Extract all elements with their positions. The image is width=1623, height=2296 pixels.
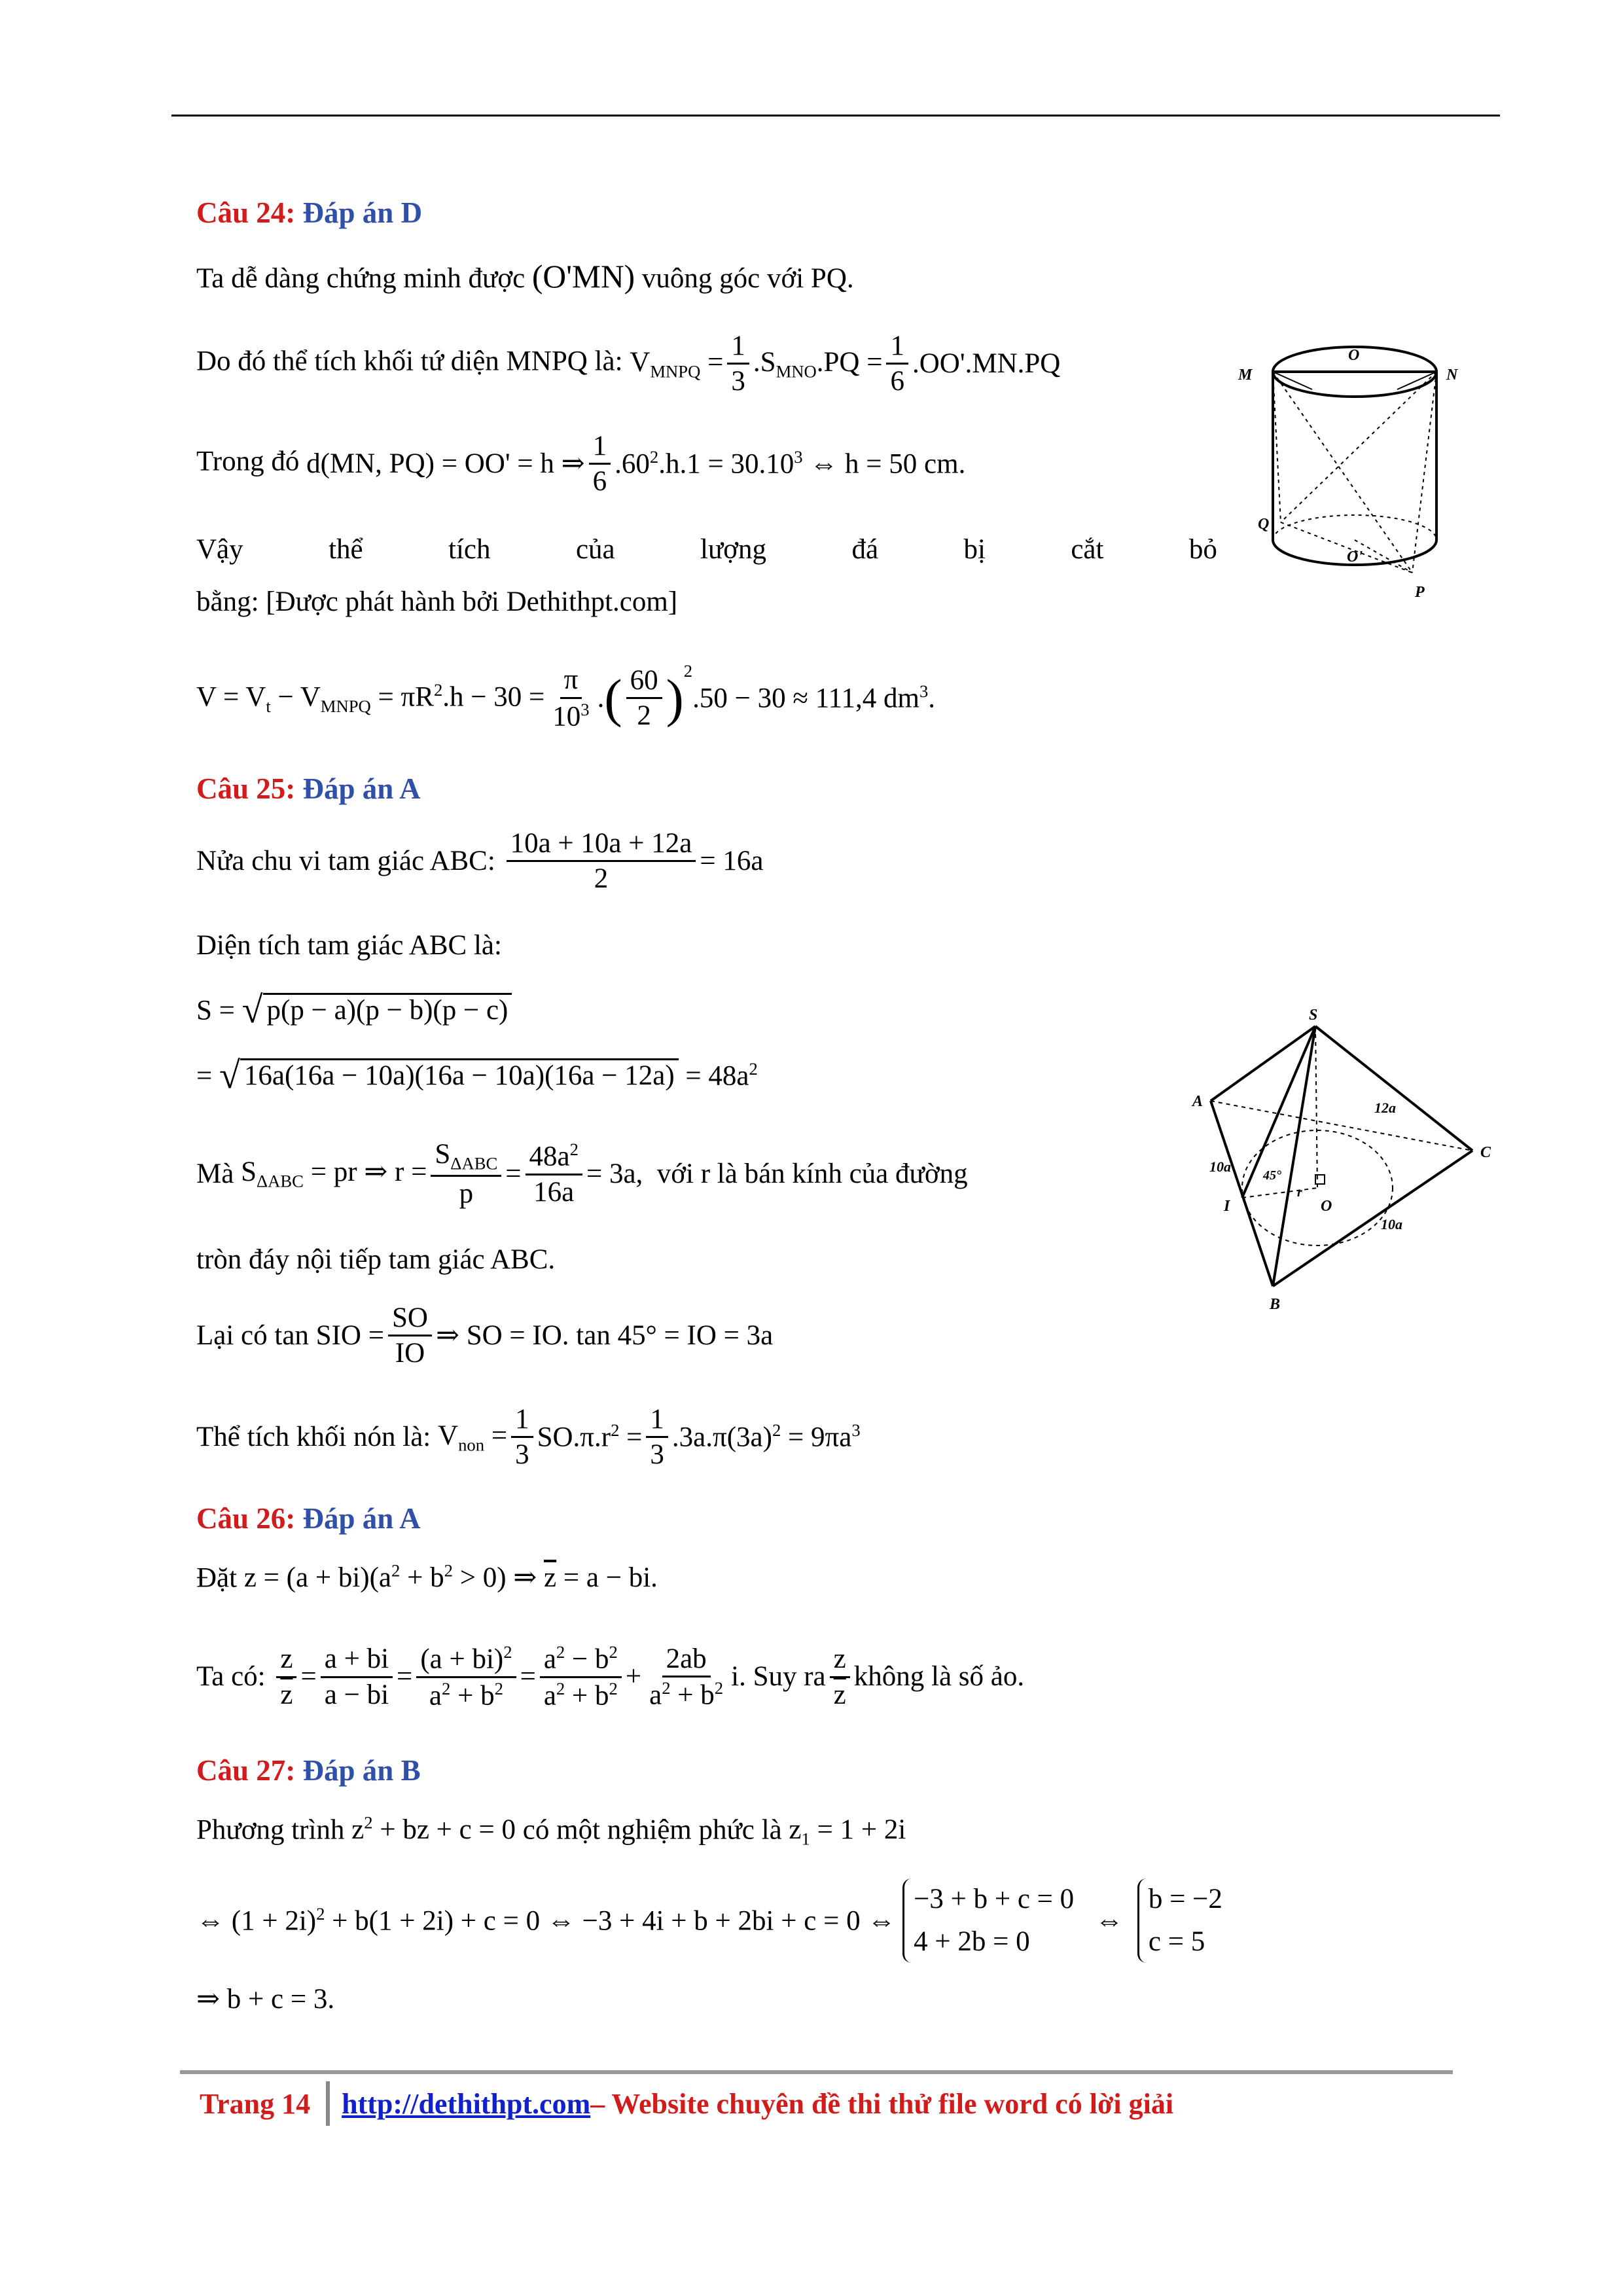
q26-line2: Ta có: $\frac{z}{z}$ = $\frac{a + bi}{a - bi}$ = $\frac{(a + bi)^2}{a^2 + b^2}$ = $\frac{a^2 - b^2}{a^2 + b^2}$ + $\frac{2ab}{a^2 + b^2}$ i. Suy ra $\frac{z}{z}$ không là số ảo.: [196, 1642, 1025, 1711]
edge-ab: [1211, 1101, 1273, 1286]
q25-line1: Nửa chu vi tam giác ABC: $\frac{10a + 10a + 12a}{2}$ = 16a: [196, 828, 764, 895]
q26-line1: Đặt $z = (a + bi)(a^2 + b^2 > 0)$ ⇒ $\overline{z} = a$ − bi.: [196, 1561, 658, 1594]
label-m: M: [1238, 367, 1253, 384]
q24-heading: Câu 24: Đáp án D: [196, 196, 423, 229]
q24-line5: bằng: [Được phát hành bởi Dethithpt.com]: [196, 586, 678, 617]
edge-bc: [1273, 1151, 1472, 1286]
q25-line6: tròn đáy nội tiếp tam giác ABC.: [196, 1244, 556, 1275]
footer-tagline: – Website chuyên đề thi thử file word có lời giải: [590, 2087, 1174, 2120]
q24-answer: Đáp án D: [302, 196, 423, 229]
edge-sc: [1315, 1026, 1472, 1151]
pyramid-figure: [1178, 1001, 1518, 1316]
label-i: I: [1224, 1198, 1230, 1215]
footer: [200, 2081, 1173, 2126]
label-q: Q: [1258, 516, 1270, 533]
label-s: S: [1309, 1007, 1318, 1024]
cylinder-figure: [1230, 314, 1479, 615]
segment-nq: [1281, 372, 1436, 522]
q26-answer: Đáp án A: [302, 1502, 421, 1535]
footer-separator: [326, 2081, 330, 2126]
label-o: O: [1321, 1198, 1332, 1215]
segment-op: [1355, 540, 1412, 573]
q25-line8: Thể tích khối nón là: $V_{non}$ = $\frac{1}{3}$ $SO.\pi.r^2$ = $\frac{1}{3}$ $.3a.\pi(3a)^2 = 9\pi a^3$: [196, 1404, 861, 1471]
site-link[interactable]: http://dethithpt.com: [342, 2087, 591, 2120]
q25-heading: Câu 25: Đáp án A: [196, 772, 421, 805]
cylinder-bottom-back: [1273, 515, 1436, 540]
page-number: Trang 14: [200, 2087, 311, 2120]
q24-line4: Vậy thể tích của lượng đá bị cắt bỏ: [196, 534, 1217, 565]
q27-line2: ⇔ $(1 + 2i)^2 + b(1 + 2i) + c = 0$ ⇔ −3 + 4i + b + 2bi + c = 0 ⇔ −3 + b + c = 0 4 + 2b = 0 ⇔ b = −2 c = 5: [196, 1878, 1222, 1963]
q25-heron-value: = √ $16a(16a - 10a)(16a - 10a)(16a - 12a) = 48a^2$: [196, 1054, 758, 1096]
label-angle: 45°: [1263, 1168, 1281, 1183]
label-a: A: [1192, 1093, 1204, 1110]
label-edge-ac: 12a: [1374, 1100, 1396, 1116]
segment-mp: [1273, 372, 1412, 573]
label-n: N: [1446, 367, 1458, 384]
footer-rule: [180, 2070, 1453, 2074]
q24-formula: $V = V_t - V_{MNPQ} = \pi R^2.h - 30$ = $\frac{\pi}{10^3}$ .( $\frac{60}{2}$ )$^2$.50 − 30 ≈ 111,4 $dm^3$.: [196, 661, 936, 732]
q25-answer: Đáp án A: [302, 772, 421, 805]
segment-np: [1412, 372, 1436, 573]
segment-io: [1242, 1188, 1317, 1198]
label-p: P: [1415, 584, 1425, 601]
q25-heron: S = √ p(p − a)(p − b)(p − c): [196, 988, 512, 1032]
edge-ac: [1211, 1101, 1472, 1151]
q24-line1: Ta dễ dàng chứng minh được (O'MN) vuông góc với PQ.: [196, 259, 854, 295]
header-rule: [171, 115, 1500, 117]
label-c: C: [1480, 1144, 1491, 1161]
q25-line2: Diện tích tam giác ABC là:: [196, 930, 502, 961]
q27-heading: Câu 27: Đáp án B: [196, 1754, 421, 1787]
q24-line2: Do đó thể tích khối tứ diện MNPQ là: $V_{MNPQ}$ = $\frac{1}{3}$ $.S_{MNO}.PQ$ = $\frac{1}{6}$ .OO'.MN.PQ: [196, 331, 1061, 397]
label-o: O: [1348, 347, 1360, 364]
q27-answer: Đáp án B: [302, 1754, 421, 1787]
q25-line7: Lại có tan SIO = $\frac{SO}{IO}$ ⇒ SO = IO. tan 45° = IO = 3a: [196, 1302, 774, 1369]
label-b: B: [1270, 1296, 1281, 1313]
label-r: r: [1297, 1185, 1302, 1200]
q26-heading: Câu 26: Đáp án A: [196, 1502, 421, 1535]
q25-line5: Mà $S_{\Delta ABC}$ = pr ⇒ r = $\frac{S_{\Delta ABC}}{p}$ = $\frac{48a^2}{16a}$ = 3a, với r là bán kính của đường: [196, 1139, 968, 1209]
segment-so: [1315, 1026, 1317, 1188]
q27-line3: ⇒ b + c = 3.: [196, 1984, 335, 2015]
edge-sb: [1273, 1026, 1315, 1286]
label-o-prime: O': [1347, 548, 1363, 565]
label-edge-bc: 10a: [1381, 1216, 1402, 1232]
q24-line3: Trong đó d(MN, PQ) = OO' = h ⇒ $\frac{1}{6}$ $.60^2.h.1 = 30.10^3$ ⇔ h = 50 cm.: [196, 431, 966, 497]
cylinder-top-front-arc: [1273, 372, 1436, 397]
q27-line1: Phương trình $z^2$ + bz + c = 0 có một nghiệm phức là $z_1 = 1 + 2i$: [196, 1813, 906, 1849]
label-edge-ab: 10a: [1209, 1158, 1231, 1175]
